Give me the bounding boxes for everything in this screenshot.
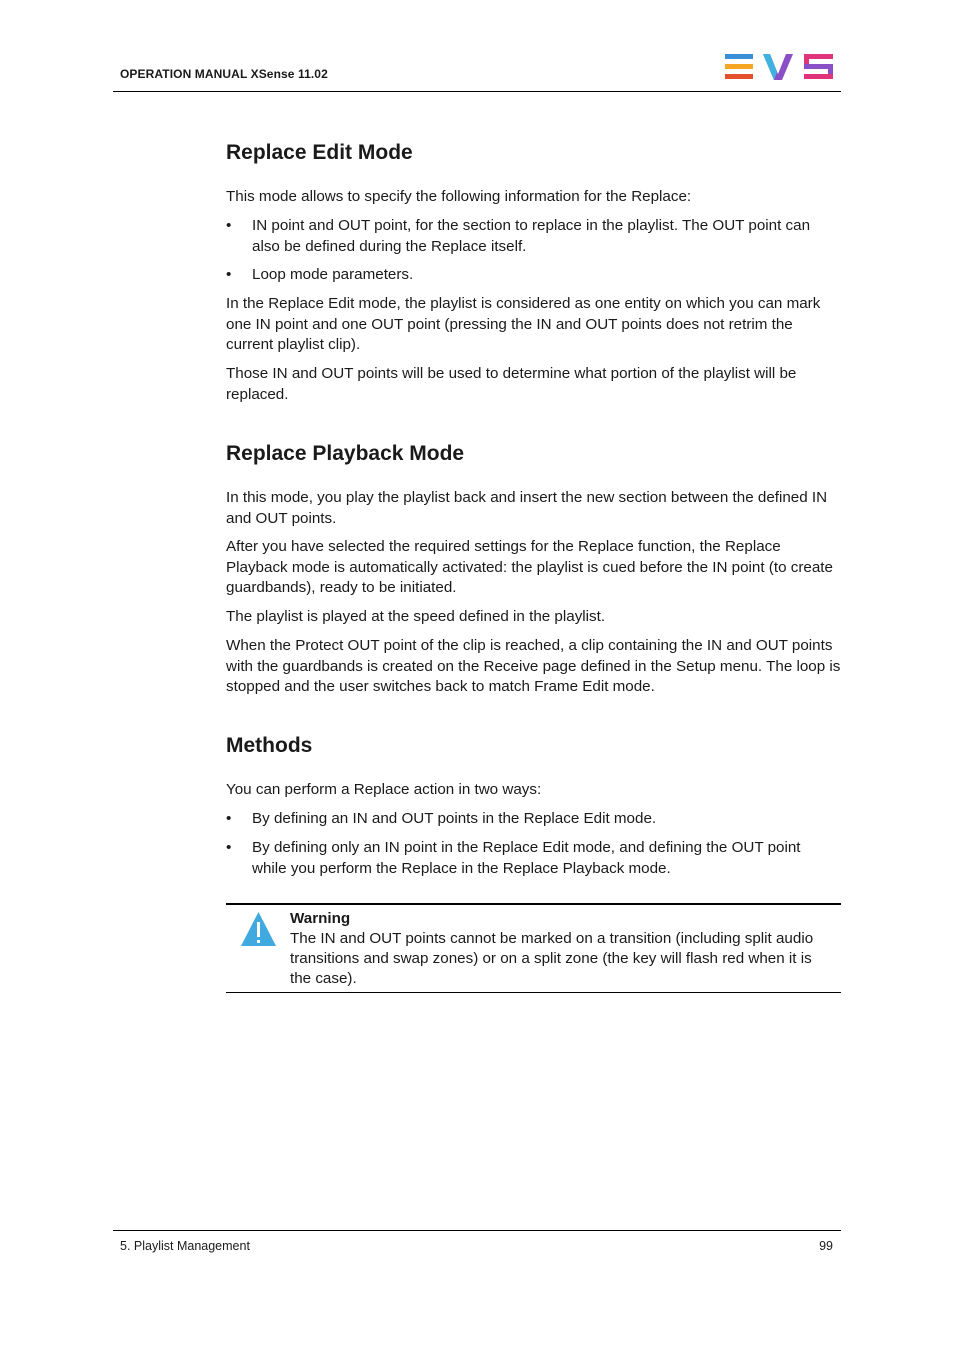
list-item-text: By defining an IN and OUT points in the Replace Edit mode. xyxy=(252,810,657,827)
manual-title: OPERATION MANUAL XSense 11.02 xyxy=(120,67,328,81)
replace-playback-paragraph-4: When the Protect OUT point of the clip is reached, a clip containing the IN and OUT points with the guardbands is created on the Receive page defined in the Setup menu. The loop is stopped and the user switches back to match Frame Edit mode. xyxy=(226,637,841,695)
bullet-marker: • xyxy=(226,266,232,283)
evs-logo xyxy=(725,52,835,82)
replace-edit-paragraph-1: In the Replace Edit mode, the playlist is considered as one entity on which you can mark one IN point and one OUT point (pressing the IN and OUT points does not retrim the current playlist clip). xyxy=(226,295,821,353)
bullet-marker: • xyxy=(226,839,232,856)
methods-intro: You can perform a Replace action in two ways: xyxy=(226,781,542,798)
list-item xyxy=(226,809,841,830)
replace-playback-paragraph-3: The playlist is played at the speed defined in the playlist. xyxy=(226,608,606,625)
replace-edit-intro: This mode allows to specify the following information for the Replace: xyxy=(226,188,692,205)
page-number: 99 xyxy=(819,1239,833,1253)
replace-playback-paragraph-1: In this mode, you play the playlist back and insert the new section between the defined IN and OUT points. xyxy=(226,489,828,527)
list-item xyxy=(226,838,841,879)
warning-text: The IN and OUT points cannot be marked on a transition (including split audio transitions and swap zones) or on a split zone (the key will flash red when it is the case). xyxy=(290,930,814,987)
replace-playback-paragraph-2: After you have selected the required settings for the Replace function, the Replace Playback mode is automatically activated: the playlist is cued before the IN point (to create guardbands), ready to be initiated. xyxy=(226,538,833,596)
replace-edit-paragraph-2: Those IN and OUT points will be used to determine what portion of the playlist will be replaced. xyxy=(226,365,797,403)
page-header xyxy=(113,50,841,92)
heading-replace-edit-mode: Replace Edit Mode xyxy=(226,141,413,164)
bullet-marker: • xyxy=(226,217,232,234)
heading-replace-playback-mode: Replace Playback Mode xyxy=(226,442,465,465)
list-item-text: By defining only an IN point in the Replace Edit mode, and defining the OUT point while you perform the Replace in the Replace Playback mode. xyxy=(252,839,801,877)
list-item-text: IN point and OUT point, for the section to replace in the playlist. The OUT point can also be defined during the Replace itself. xyxy=(252,217,811,255)
list-item xyxy=(226,265,841,286)
warning-triangle-icon xyxy=(240,911,277,947)
warning-box xyxy=(226,903,841,993)
list-item-text: Loop mode parameters. xyxy=(252,266,414,283)
list-item xyxy=(226,216,841,257)
heading-methods: Methods xyxy=(226,734,313,757)
warning-title: Warning xyxy=(290,910,351,927)
footer-chapter: 5. Playlist Management xyxy=(120,1239,250,1253)
bullet-marker: • xyxy=(226,810,232,827)
page-footer xyxy=(113,1230,841,1253)
